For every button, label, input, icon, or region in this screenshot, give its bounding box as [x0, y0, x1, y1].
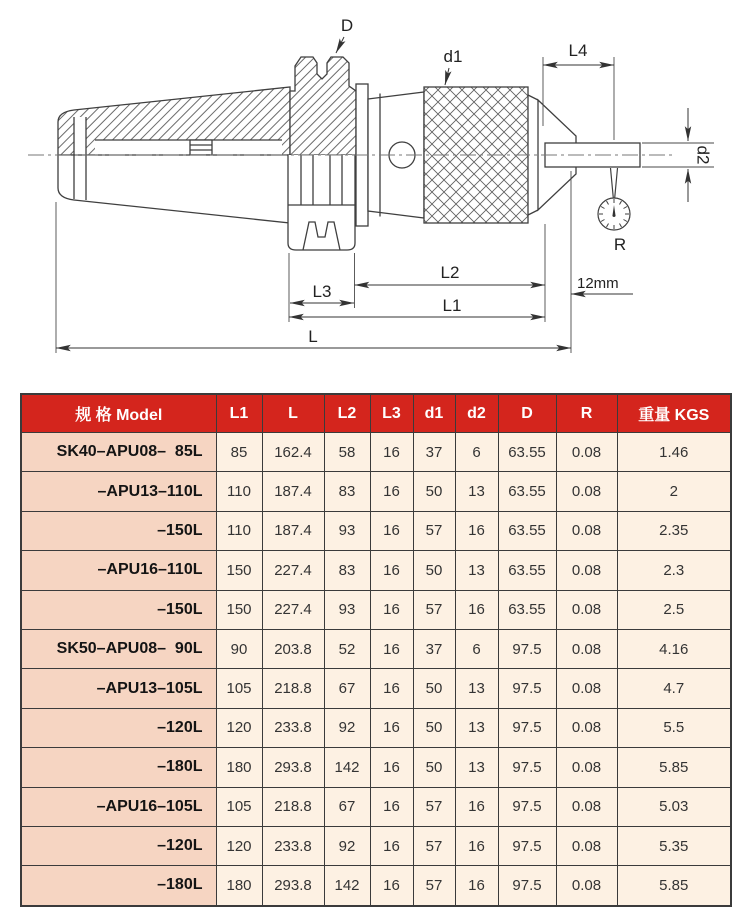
value-cell: 93 [324, 590, 370, 629]
value-cell: 92 [324, 826, 370, 865]
value-cell: 92 [324, 708, 370, 747]
value-cell: 97.5 [498, 629, 556, 668]
holder-body-group [58, 57, 640, 250]
model-cell: –120L [21, 826, 216, 865]
dial-indicator [598, 168, 630, 230]
value-cell: 218.8 [262, 669, 324, 708]
dim-label-D: D [340, 16, 354, 35]
dim-label-L3: L3 [312, 282, 332, 301]
value-cell: 97.5 [498, 826, 556, 865]
value-cell: 57 [413, 826, 455, 865]
value-cell: 16 [455, 826, 498, 865]
value-cell: 97.5 [498, 748, 556, 787]
value-cell: 2 [617, 472, 731, 511]
dim-label-R: R [613, 235, 627, 254]
value-cell: 16 [370, 787, 413, 826]
value-cell: 50 [413, 669, 455, 708]
col-header-5: d1 [413, 394, 455, 433]
value-cell: 233.8 [262, 708, 324, 747]
value-cell: 0.08 [556, 787, 617, 826]
value-cell: 52 [324, 629, 370, 668]
model-cell: –120L [21, 708, 216, 747]
col-header-4: L3 [370, 394, 413, 433]
value-cell: 50 [413, 708, 455, 747]
technical-drawing [0, 0, 750, 392]
value-cell: 105 [216, 669, 262, 708]
table-row [21, 511, 731, 550]
value-cell: 97.5 [498, 787, 556, 826]
col-header-1: L1 [216, 394, 262, 433]
table-row [21, 590, 731, 629]
value-cell: 13 [455, 472, 498, 511]
value-cell: 203.8 [262, 629, 324, 668]
value-cell: 4.16 [617, 629, 731, 668]
value-cell: 0.08 [556, 708, 617, 747]
value-cell: 97.5 [498, 708, 556, 747]
value-cell: 4.7 [617, 669, 731, 708]
value-cell: 50 [413, 748, 455, 787]
value-cell: 37 [413, 433, 455, 472]
value-cell: 63.55 [498, 472, 556, 511]
dim-label-d2: d2 [693, 145, 713, 165]
table-row [21, 433, 731, 472]
model-cell: –150L [21, 511, 216, 550]
model-cell: –150L [21, 590, 216, 629]
value-cell: 16 [370, 826, 413, 865]
value-cell: 2.35 [617, 511, 731, 550]
value-cell: 16 [370, 511, 413, 550]
value-cell: 187.4 [262, 511, 324, 550]
value-cell: 97.5 [498, 669, 556, 708]
model-cell: –APU16–105L [21, 787, 216, 826]
value-cell: 57 [413, 590, 455, 629]
value-cell: 0.08 [556, 472, 617, 511]
value-cell: 63.55 [498, 433, 556, 472]
spec-table-header-row [21, 394, 731, 433]
table-row [21, 748, 731, 787]
value-cell: 16 [455, 787, 498, 826]
value-cell: 0.08 [556, 551, 617, 590]
flange-outline [288, 155, 355, 250]
col-header-9: 重量 KGS [617, 394, 731, 433]
value-cell: 57 [413, 511, 455, 550]
flange-section [290, 57, 356, 155]
dim-label-L4: L4 [568, 41, 588, 60]
value-cell: 0.08 [556, 433, 617, 472]
value-cell: 120 [216, 826, 262, 865]
value-cell: 0.08 [556, 866, 617, 906]
value-cell: 6 [455, 629, 498, 668]
value-cell: 110 [216, 511, 262, 550]
value-cell: 97.5 [498, 866, 556, 906]
value-cell: 16 [455, 590, 498, 629]
value-cell: 5.5 [617, 708, 731, 747]
value-cell: 16 [370, 551, 413, 590]
table-row [21, 866, 731, 906]
value-cell: 2.5 [617, 590, 731, 629]
table-row [21, 472, 731, 511]
value-cell: 120 [216, 708, 262, 747]
col-header-3: L2 [324, 394, 370, 433]
value-cell: 16 [370, 669, 413, 708]
value-cell: 13 [455, 708, 498, 747]
value-cell: 5.03 [617, 787, 731, 826]
value-cell: 0.08 [556, 590, 617, 629]
value-cell: 5.85 [617, 748, 731, 787]
value-cell: 0.08 [556, 748, 617, 787]
table-row [21, 787, 731, 826]
value-cell: 2.3 [617, 551, 731, 590]
value-cell: 16 [455, 511, 498, 550]
value-cell: 63.55 [498, 590, 556, 629]
value-cell: 16 [370, 866, 413, 906]
value-cell: 16 [370, 590, 413, 629]
value-cell: 90 [216, 629, 262, 668]
model-cell: SK40–APU08– 85L [21, 433, 216, 472]
value-cell: 233.8 [262, 826, 324, 865]
chuck-holder-diagram [0, 0, 750, 392]
value-cell: 105 [216, 787, 262, 826]
dim-label-d1: d1 [443, 47, 463, 66]
value-cell: 57 [413, 866, 455, 906]
value-cell: 0.08 [556, 669, 617, 708]
value-cell: 180 [216, 866, 262, 906]
value-cell: 16 [370, 629, 413, 668]
value-cell: 1.46 [617, 433, 731, 472]
model-cell: –APU16–110L [21, 551, 216, 590]
value-cell: 293.8 [262, 748, 324, 787]
dial-contact-tip [611, 168, 618, 198]
value-cell: 150 [216, 590, 262, 629]
value-cell: 85 [216, 433, 262, 472]
spec-table [20, 393, 732, 907]
value-cell: 0.08 [556, 629, 617, 668]
value-cell: 16 [370, 748, 413, 787]
value-cell: 57 [413, 787, 455, 826]
value-cell: 63.55 [498, 511, 556, 550]
table-row [21, 669, 731, 708]
dim-label-L2: L2 [440, 263, 460, 282]
value-cell: 142 [324, 866, 370, 906]
value-cell: 5.85 [617, 866, 731, 906]
value-cell: 293.8 [262, 866, 324, 906]
table-row [21, 826, 731, 865]
model-cell: –APU13–110L [21, 472, 216, 511]
value-cell: 83 [324, 551, 370, 590]
value-cell: 16 [455, 866, 498, 906]
value-cell: 50 [413, 472, 455, 511]
col-header-0: 规 格 Model [21, 394, 216, 433]
value-cell: 218.8 [262, 787, 324, 826]
value-cell: 142 [324, 748, 370, 787]
value-cell: 50 [413, 551, 455, 590]
col-header-8: R [556, 394, 617, 433]
value-cell: 67 [324, 669, 370, 708]
value-cell: 227.4 [262, 551, 324, 590]
value-cell: 5.35 [617, 826, 731, 865]
model-cell: –180L [21, 748, 216, 787]
value-cell: 58 [324, 433, 370, 472]
spec-table-body [21, 433, 731, 906]
value-cell: 83 [324, 472, 370, 511]
value-cell: 187.4 [262, 472, 324, 511]
dim-label-L1: L1 [442, 296, 462, 315]
value-cell: 13 [455, 748, 498, 787]
value-cell: 227.4 [262, 590, 324, 629]
taper-shank-outline [58, 155, 290, 223]
value-cell: 63.55 [498, 551, 556, 590]
col-header-6: d2 [455, 394, 498, 433]
value-cell: 13 [455, 551, 498, 590]
dim-label-12mm: 12mm [577, 275, 619, 292]
value-cell: 0.08 [556, 511, 617, 550]
value-cell: 110 [216, 472, 262, 511]
col-header-2: L [262, 394, 324, 433]
value-cell: 67 [324, 787, 370, 826]
value-cell: 13 [455, 669, 498, 708]
value-cell: 6 [455, 433, 498, 472]
value-cell: 37 [413, 629, 455, 668]
model-cell: –180L [21, 866, 216, 906]
value-cell: 150 [216, 551, 262, 590]
value-cell: 180 [216, 748, 262, 787]
value-cell: 16 [370, 472, 413, 511]
value-cell: 162.4 [262, 433, 324, 472]
model-cell: SK50–APU08– 90L [21, 629, 216, 668]
value-cell: 16 [370, 708, 413, 747]
value-cell: 16 [370, 433, 413, 472]
table-row [21, 708, 731, 747]
col-header-7: D [498, 394, 556, 433]
table-row [21, 629, 731, 668]
value-cell: 93 [324, 511, 370, 550]
table-row [21, 551, 731, 590]
value-cell: 0.08 [556, 826, 617, 865]
dim-label-L: L [308, 327, 318, 346]
model-cell: –APU13–105L [21, 669, 216, 708]
